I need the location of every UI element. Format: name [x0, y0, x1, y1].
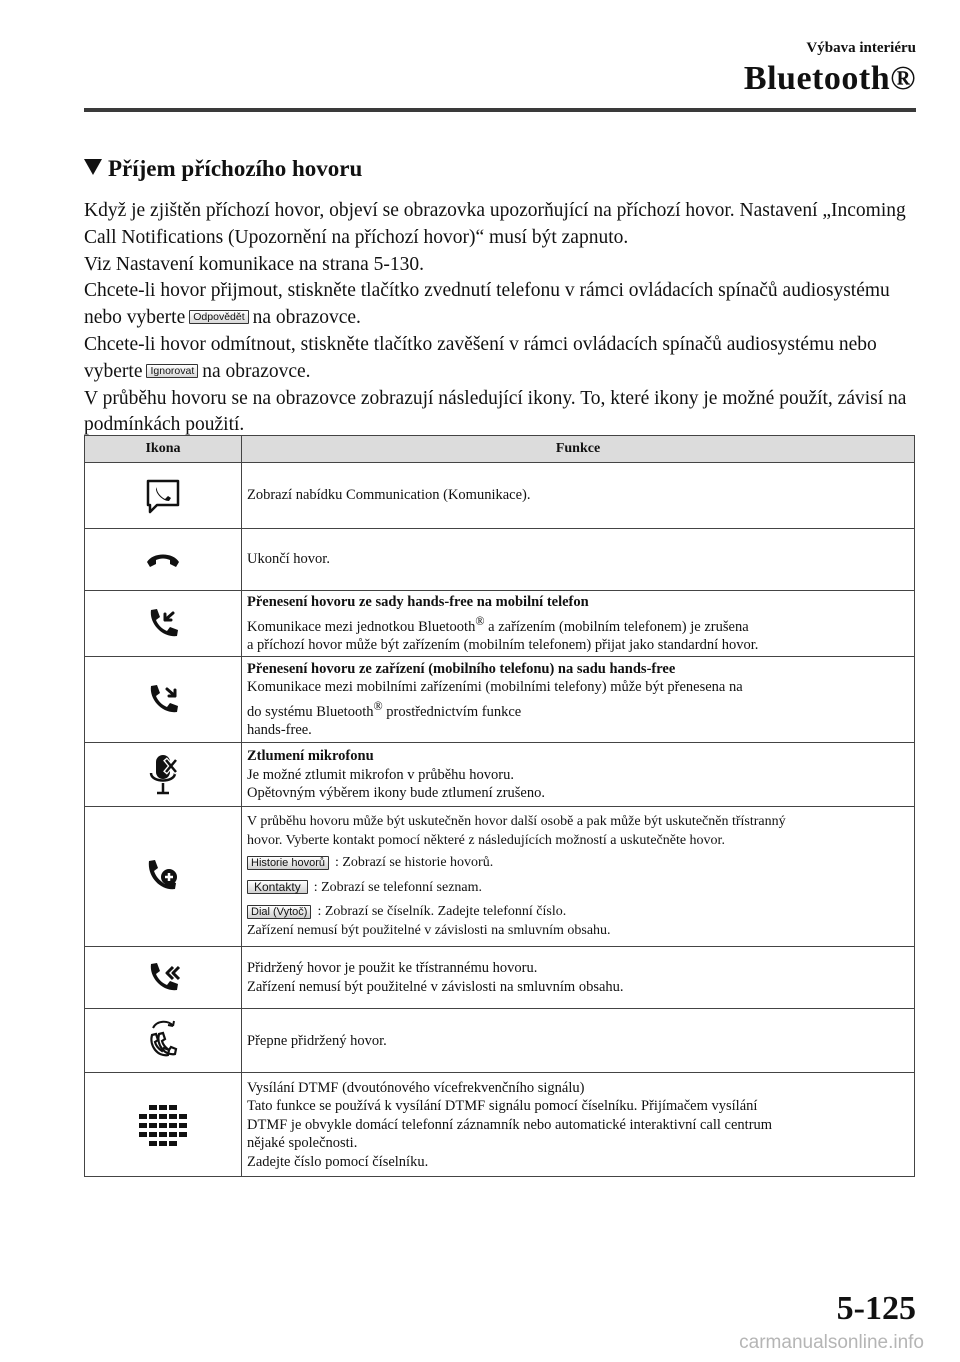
row-title: Ztlumení mikrofonu: [247, 748, 374, 765]
paragraph-4-tail: na obrazovce.: [202, 360, 311, 382]
call-history-button-label: Historie hovorů: [247, 856, 329, 870]
row-text: [242, 1073, 915, 1177]
chapter-title: Bluetooth®: [743, 60, 916, 97]
row-line-part: prostřednictvím funkce: [382, 703, 522, 720]
table-header-row: [85, 436, 915, 463]
watermark: carmanualsonline.info: [739, 1332, 924, 1353]
page-number: 5-125: [836, 1290, 916, 1327]
add-call-icon: [85, 807, 242, 947]
row-line: nějaké společnosti.: [247, 1135, 358, 1152]
chapter-subtitle: Výbava interiéru: [806, 40, 916, 56]
row-text: Ukončí hovor.: [242, 529, 915, 591]
paragraph-4: [84, 332, 924, 386]
transfer-to-phone-icon: [85, 591, 242, 657]
header-function: Funkce: [242, 436, 915, 463]
option-text: : Zobrazí se telefonní seznam.: [313, 879, 483, 895]
body-text: [84, 198, 924, 439]
row-line: Tato funkce se používá k vysílání DTMF signálu pomocí číselníku. Přijímačem vysílání: [247, 1098, 758, 1115]
merge-call-icon: [85, 947, 242, 1009]
section-title-text: Příjem příchozího hovoru: [108, 156, 363, 181]
row-text: [242, 807, 915, 947]
table-row: [85, 1073, 915, 1177]
keypad-icon: [85, 1073, 242, 1177]
paragraph-4-text: Chcete-li hovor odmítnout, stiskněte tlačítko zavěšení v rámci ovládacích spínačů audiosystému nebo vyberte: [84, 333, 877, 382]
ignore-button-label: Ignorovat: [146, 364, 198, 378]
row-line-part: do systému Bluetooth: [247, 703, 374, 720]
row-line: hovor. Vyberte kontakt pomocí některé z následujících možností a uskutečněte hovor.: [247, 832, 725, 848]
table-row: [85, 947, 915, 1009]
paragraph-5: V průběhu hovoru se na obrazovce zobrazují následující ikony. To, které ikony je možné použít, závisí na podmínkách použití.: [84, 387, 907, 436]
row-line: Je možné ztlumit mikrofon v průběhu hovoru.: [247, 766, 514, 783]
paragraph-3: [84, 278, 924, 332]
row-line: Přidržený hovor je použit ke třístrannému hovoru.: [247, 960, 538, 977]
transfer-to-handsfree-icon: [85, 657, 242, 743]
mute-mic-icon: [85, 743, 242, 807]
table-row: [85, 657, 915, 743]
table-row: [85, 1009, 915, 1073]
table-row: [85, 463, 915, 529]
row-line: hands-free.: [247, 722, 312, 739]
answer-button-label: Odpovědět: [189, 310, 248, 324]
header-icon: Ikona: [85, 436, 242, 463]
row-line-part: Komunikace mezi jednotkou Bluetooth: [247, 618, 476, 635]
row-line-part: a zařízením (mobilním telefonem) je zrušena: [484, 618, 749, 635]
option-contacts: [247, 879, 909, 898]
icon-function-table: [84, 435, 915, 1177]
table-row: [85, 529, 915, 591]
row-line: a příchozí hovor může být zařízením (mobilním telefonem) přijat jako standardní hovor.: [247, 636, 759, 653]
row-line: [247, 697, 909, 721]
row-title: Přenesení hovoru ze sady hands-free na mobilní telefon: [247, 594, 589, 610]
triangle-bullet-icon: [84, 159, 102, 175]
row-line: V průběhu hovoru může být uskutečněn hovor další osobě a pak může být uskutečněn třístranný: [247, 814, 786, 830]
row-text: [242, 591, 915, 657]
option-text: : Zobrazí se historie hovorů.: [334, 855, 494, 871]
row-line: Zařízení nemusí být použitelné v závislosti na smluvním obsahu.: [247, 922, 611, 938]
row-line: DTMF je obvykle domácí telefonní záznamník nebo automatické interaktivní call centrum: [247, 1116, 773, 1133]
swap-call-icon: [85, 1009, 242, 1073]
row-line: Opětovným výběrem ikony bude ztlumení zrušeno.: [247, 785, 545, 802]
paragraph-3-tail: na obrazovce.: [252, 307, 361, 329]
option-dial: [247, 903, 909, 922]
row-text: [242, 657, 915, 743]
paragraph-3-text: Chcete-li hovor přijmout, stiskněte tlačítko zvednutí telefonu v rámci ovládacích spínačů audiosystému nebo vyberte: [84, 280, 890, 329]
paragraph-1: Když je zjištěn příchozí hovor, objeví se obrazovka upozorňující na příchozí hovor. Nastavení „Incoming Call Notifications (Upozornění na příchozí hovor)“ musí být zapnuto.: [84, 200, 906, 248]
registered-mark: ®: [373, 698, 383, 713]
row-line: Vysílání DTMF (dvoutónového vícefrekvenčního signálu): [247, 1079, 585, 1096]
registered-mark: ®: [475, 613, 485, 628]
row-line: Zařízení nemusí být použitelné v závislosti na smluvním obsahu.: [247, 978, 624, 995]
table-row: [85, 807, 915, 947]
option-text: : Zobrazí se číselník. Zadejte telefonní číslo.: [317, 904, 567, 920]
end-call-icon: [85, 529, 242, 591]
table-row: [85, 743, 915, 807]
option-call-history: [247, 854, 909, 873]
row-line: Komunikace mezi mobilními zařízeními (mobilními telefony) může být přenesena na: [247, 679, 743, 696]
row-text: Přepne přidržený hovor.: [242, 1009, 915, 1073]
row-text: [242, 743, 915, 807]
dial-button-label: Dial (Vytoč): [247, 905, 311, 919]
communication-icon: [85, 463, 242, 529]
header-rule: [84, 108, 916, 112]
row-text: [242, 947, 915, 1009]
row-text: Zobrazí nabídku Communication (Komunikace).: [242, 463, 915, 529]
row-line: Zadejte číslo pomocí číselníku.: [247, 1153, 429, 1170]
row-title: Přenesení hovoru ze zařízení (mobilního telefonu) na sadu hands-free: [247, 660, 676, 677]
row-line: [247, 612, 909, 636]
table-row: [85, 591, 915, 657]
section-title: [84, 156, 362, 182]
contacts-button-label: Kontakty: [247, 880, 308, 894]
paragraph-2: Viz Nastavení komunikace na strana 5-130.: [84, 253, 424, 275]
